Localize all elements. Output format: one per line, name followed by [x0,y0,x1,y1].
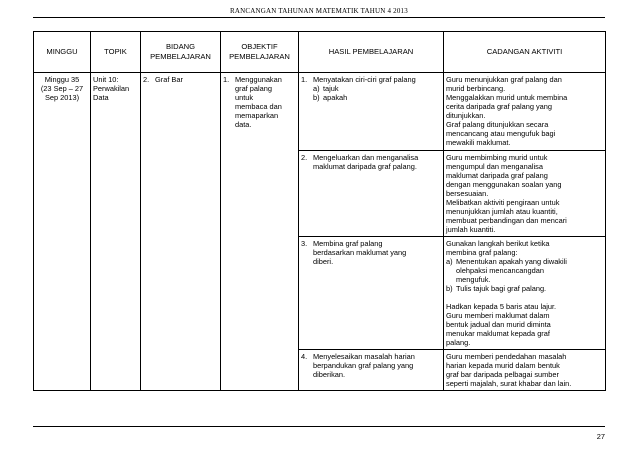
aktiviti-line: Melibatkan aktiviti pengiraan untuk [446,198,560,207]
aktiviti-line: mewakili maklumat. [446,138,511,147]
hasil-line: berdasarkan maklumat yang [313,248,407,257]
hasil-cell-2 [299,151,444,237]
hasil-line: Menyelesaikan masalah harian [313,352,415,361]
aktiviti-cell-2 [444,151,606,237]
header-bidang [141,32,221,73]
hasil-line: Menyatakan ciri-ciri graf palang [313,75,416,84]
minggu-cell [34,73,91,391]
aktiviti-line: menunjukkan jumlah atau kuantiti, [446,207,558,216]
header-bidang-line-2: PEMBELAJARAN [150,52,211,61]
aktiviti-line: graf bar daripada pelbagai sumber [446,370,559,379]
topik-cell [91,73,141,391]
aktiviti-line: Hadkan kepada 5 baris atau lajur. [446,302,557,311]
hasil-line: berpandukan graf palang yang [313,361,414,370]
objektif-line: data. [235,120,252,129]
aktiviti-sub-line: Menentukan apakah yang diwakili [456,257,567,266]
hasil-line: Mengeluarkan dan menganalisa [313,153,419,162]
aktiviti-line: bentuk jadual dan murid diminta [446,320,551,329]
hasil-number: 2. [301,153,308,162]
hasil-line: maklumat daripada graf palang. [313,162,417,171]
objektif-line: untuk [235,93,254,102]
aktiviti-line: murid berbincang. [446,84,506,93]
aktiviti-line: cerita daripada graf palang yang [446,102,553,111]
header-objektif-line-2: PEMBELAJARAN [229,52,290,61]
bidang-number: 2. [143,75,150,84]
hasil-sub-text: tajuk [323,84,339,93]
footer-rule [33,426,605,427]
hasil-number: 4. [301,352,308,361]
header-rule [33,17,605,18]
objektif-line: membaca dan [235,102,282,111]
header-topik: TOPIK [91,32,141,73]
hasil-cell-1 [299,73,444,151]
aktiviti-cell-4 [444,350,606,391]
header-objektif-line-1: OBJEKTIF [241,42,278,51]
aktiviti-line: Graf palang ditunjukkan secara [446,120,549,129]
topik-line: Data [93,93,109,102]
header-minggu: MINGGU [34,32,91,73]
aktiviti-line: bersesuaian. [446,189,489,198]
objektif-line: memaparkan [235,111,279,120]
aktiviti-line: membuat perbandingan dan mencari [446,216,567,225]
topik-line: Unit 10: [93,75,119,84]
hasil-sub-label: b) [313,93,320,102]
minggu-line: (23 Sep – 27 [40,84,84,93]
hasil-line: Membina graf palang [313,239,383,248]
bidang-cell [141,73,221,391]
aktiviti-line: membina graf palang: [446,248,518,257]
aktiviti-line: Guru membimbing murid untuk [446,153,548,162]
bidang-text: Graf Bar [155,75,183,84]
aktiviti-cell-1 [444,73,606,151]
header-row [34,32,606,73]
objektif-cell [221,73,299,391]
aktiviti-line: Menggalakkan murid untuk membina [446,93,568,102]
hasil-line: diberi. [313,257,334,266]
hasil-number: 1. [301,75,308,84]
objektif-line: graf palang [235,84,272,93]
aktiviti-line: seperti majalah, surat khabar dan lain. [446,379,572,388]
aktiviti-sub-line: mengufuk. [456,275,491,284]
aktiviti-line: maklumat daripada graf palang [446,171,548,180]
table-row [34,73,606,151]
aktiviti-line: menukar maklumat kepada graf [446,329,550,338]
running-header: RANCANGAN TAHUNAN MATEMATIK TAHUN 4 2013 [230,7,408,15]
objektif-line: Menggunakan [235,75,282,84]
aktiviti-line: jumlah kuantiti. [446,225,496,234]
hasil-sub-text: apakah [323,93,348,102]
minggu-line: Sep 2013) [44,93,80,102]
aktiviti-line: mengumpul dan menganalisa [446,162,543,171]
aktiviti-line: harian kepada murid dalam bentuk [446,361,560,370]
aktiviti-line: mencancang atau mengufuk bagi [446,129,556,138]
hasil-sub-label: a) [313,84,320,93]
page-number: 27 [596,432,605,441]
aktiviti-line: Guru memberi pendedahan masalah [446,352,567,361]
hasil-line: diberikan. [313,370,346,379]
topik-line: Perwakilan [93,84,130,93]
hasil-cell-4 [299,350,444,391]
aktiviti-line: palang. [446,338,471,347]
hasil-cell-3 [299,237,444,350]
aktiviti-sub-label: b) [446,284,453,293]
aktiviti-sub-line: olehpaksi mencancangdan [456,266,544,275]
objektif-number: 1. [223,75,230,84]
aktiviti-sub-label: a) [446,257,453,266]
header-bidang-line-1: BIDANG [165,42,196,51]
aktiviti-line: Guru menunjukkan graf palang dan [446,75,562,84]
aktiviti-line: ditunjukkan. [446,111,486,120]
header-cadangan: CADANGAN AKTIVITI [444,32,606,73]
aktiviti-line: dengan menggunakan soalan yang [446,180,562,189]
aktiviti-cell-3 [444,237,606,350]
header-hasil: HASIL PEMBELAJARAN [299,32,444,73]
aktiviti-line: Guru memberi maklumat dalam [446,311,550,320]
hasil-number: 3. [301,239,308,248]
aktiviti-line: Gunakan langkah berikut ketika [446,239,550,248]
minggu-line: Minggu 35 [44,75,80,84]
plan-table [33,31,606,391]
aktiviti-sub-line: Tulis tajuk bagi graf palang. [456,284,547,293]
header-objektif [221,32,299,73]
